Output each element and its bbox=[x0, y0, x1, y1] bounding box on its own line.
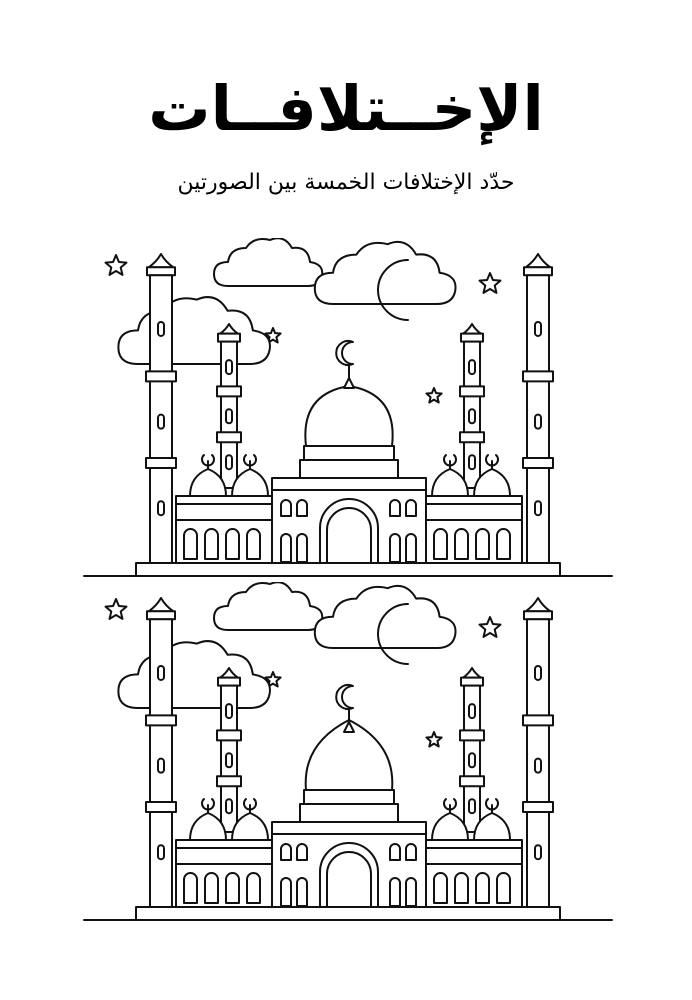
mosque-picture-top[interactable] bbox=[78, 238, 618, 583]
cloud-icon bbox=[118, 641, 270, 708]
cloud-icon bbox=[214, 238, 322, 286]
main-dome bbox=[300, 341, 398, 478]
star-icon bbox=[480, 273, 501, 293]
cloud-icon bbox=[118, 297, 270, 364]
minaret bbox=[460, 668, 484, 832]
minaret bbox=[460, 324, 484, 488]
side-wing bbox=[426, 496, 522, 563]
minaret bbox=[146, 254, 176, 563]
small-dome bbox=[432, 799, 468, 840]
central-building bbox=[272, 478, 426, 563]
base-platform bbox=[136, 563, 560, 576]
cloud-icon bbox=[315, 586, 456, 648]
page-title: الإخــتلافــات bbox=[148, 72, 544, 145]
star-icon bbox=[480, 617, 501, 637]
star-icon bbox=[106, 599, 127, 619]
side-wing bbox=[176, 496, 272, 563]
cloud-icon bbox=[315, 242, 456, 304]
star-icon bbox=[106, 255, 127, 275]
minaret bbox=[523, 598, 553, 907]
main-dome bbox=[300, 685, 398, 822]
dome-crescent-icon bbox=[336, 341, 353, 365]
minaret bbox=[217, 324, 241, 488]
cloud-icon bbox=[214, 582, 322, 630]
minaret bbox=[146, 598, 176, 907]
star-icon bbox=[426, 388, 441, 403]
dome-crescent-icon bbox=[336, 685, 353, 709]
side-wing bbox=[176, 840, 272, 907]
minaret bbox=[523, 254, 553, 563]
side-wing bbox=[426, 840, 522, 907]
page-subtitle: حدّد الإختلافات الخمسة بين الصورتين bbox=[177, 170, 515, 195]
minaret bbox=[217, 668, 241, 832]
mosque-picture-bottom[interactable] bbox=[78, 582, 618, 927]
base-platform bbox=[136, 907, 560, 920]
central-building bbox=[272, 822, 426, 907]
small-dome bbox=[432, 455, 468, 496]
star-icon bbox=[426, 732, 441, 747]
